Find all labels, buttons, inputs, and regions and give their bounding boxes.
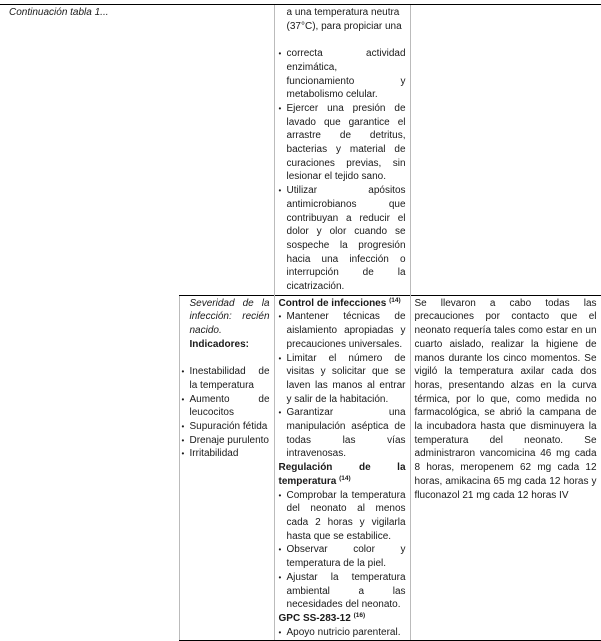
reference: (14) xyxy=(339,474,351,482)
list-item: • Limitar el número de visitas y solicitar que se laven las manos al entrar y salir de la habitación. xyxy=(279,352,406,407)
intervention-heading xyxy=(279,461,406,488)
list-item: • Utilizar apósitos antimicrobianos que contribuyan a reducir el dolor y olor cuando se sospeche la progresión hacia una infección o interrupción de la cicatrización. xyxy=(279,184,406,294)
indicators-list xyxy=(182,365,270,461)
table-row xyxy=(0,295,601,641)
empty-cell xyxy=(0,295,179,641)
heading-text: Regulación de la temperatura xyxy=(278,462,406,487)
list-item: • Drenaje purulento xyxy=(182,434,270,448)
list-item: • Observar color y temperatura de la piel. xyxy=(279,543,406,570)
reference: (14) xyxy=(389,296,401,304)
intervention-list xyxy=(279,489,406,612)
interventions-cell xyxy=(274,295,410,641)
indicators-label: Indicadores: xyxy=(189,338,249,350)
intro-line: a una temperatura neutra xyxy=(286,7,400,18)
evaluation-cell xyxy=(410,295,601,641)
top-bullets xyxy=(279,47,406,294)
outcome-cell xyxy=(179,295,274,641)
intervention-heading xyxy=(279,297,406,311)
outcome-title: Severidad de la infección: recién nacido. xyxy=(189,297,270,337)
reference: (16) xyxy=(353,611,366,619)
caption-cell xyxy=(0,5,274,296)
list-item: • Ajustar la temperatura ambiental a las necesidades del neonato. xyxy=(279,571,406,612)
heading-text: Control de infecciones xyxy=(278,297,387,309)
table-row xyxy=(0,5,601,296)
top-interventions-cell xyxy=(274,5,410,296)
evaluation-text: Se llevaron a cabo todas las precauciones por contacto que el neonato requería tales como estar en un cuarto aislado, realizar la higiene de manos durante los cinco momentos. Se vigiló la temperatura axilar cada dos horas, presentando alzas en la curva térmica, por lo que, como medida no farmacológica, se abrió la campana de la incubadora hasta que disminuyera la temperatura del neonato. Se administraron vancomicina 46 mg cada 8 horas, meropenem 62 mg cada 12 horas, amikacina 65 mg cada 12 horas y fluconazol 21 mg cada 12 horas IV xyxy=(414,297,597,501)
intervention-list xyxy=(279,626,406,640)
list-item: • Apoyo nutricio parenteral. xyxy=(279,626,406,640)
list-item: • Garantizar una manipulación aséptica de todas las vías intravenosas. xyxy=(279,406,406,461)
list-item: • correcta actividad enzimática, funcionamiento y metabolismo celular. xyxy=(279,47,406,102)
intro-line: (37°C), para propiciar una xyxy=(286,20,402,32)
list-item: • Aumento de leucocitos xyxy=(182,393,270,420)
list-item: • Comprobar la temperatura del neonato al menos cada 2 horas y vigilarla hasta que se estabilice. xyxy=(279,489,406,544)
empty-cell xyxy=(410,5,601,296)
heading-text: GPC SS-283-12 xyxy=(278,612,351,624)
list-item: • Inestabilidad de la temperatura xyxy=(182,365,270,392)
list-item: • Irritabilidad xyxy=(182,447,270,461)
intervention-heading xyxy=(279,612,406,626)
table-caption: Continuación tabla 1... xyxy=(9,7,109,18)
list-item: • Mantener técnicas de aislamiento apropiadas y precauciones universales. xyxy=(279,310,406,351)
list-item: • Ejercer una presión de lavado que garantice el arrastre de detritus, bacterias y material de curaciones previas, sin lesionar el tejido sano. xyxy=(279,102,406,184)
list-item: • Supuración fétida xyxy=(182,420,270,434)
care-plan-table xyxy=(0,4,601,641)
intervention-list xyxy=(279,310,406,461)
